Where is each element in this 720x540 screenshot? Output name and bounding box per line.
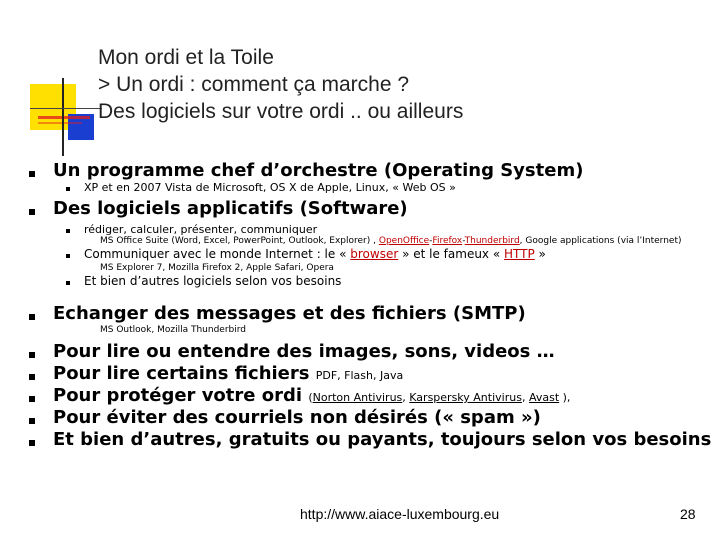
apps-heading: Des logiciels applicatifs (Software) (53, 198, 408, 219)
norton-link[interactable]: Norton Antivirus (312, 391, 403, 404)
apps-comm (84, 247, 546, 261)
apps-write-examples (100, 236, 682, 246)
protect-sep-2: , (521, 391, 529, 404)
deco-horizontal-rule (30, 108, 102, 109)
bullet-files (29, 374, 35, 380)
protect-open: ( (308, 391, 313, 404)
kaspersky-link[interactable]: Karspersky Antivirus (409, 391, 522, 404)
page-title (98, 44, 463, 125)
bullet-apps (29, 209, 35, 215)
apps-write-ex-b: , Google applications (via l’Internet) (519, 236, 682, 246)
deco-red-line (38, 116, 90, 119)
deco-red-line-2 (38, 122, 82, 124)
apps-comm-a: Communiquer avec le monde Internet : le « (84, 247, 351, 261)
protect-item (53, 385, 570, 406)
title-line-1: Mon ordi et la Toile (98, 46, 274, 69)
smtp-examples: MS Outlook, Mozilla Thunderbird (100, 325, 247, 335)
others-item: Et bien d’autres, gratuits ou payants, toujours selon vos besoins (53, 429, 712, 450)
bullet-smtp (29, 314, 35, 320)
os-examples: XP et en 2007 Vista de Microsoft, OS X de Apple, Linux, « Web OS » (84, 181, 456, 194)
page-number: 28 (680, 506, 696, 522)
bullet-apps-write (66, 229, 70, 233)
apps-more: Et bien d’autres logiciels selon vos besoins (84, 274, 342, 288)
thunderbird-link[interactable]: Thunderbird (464, 236, 520, 246)
apps-comm-examples: MS Explorer 7, Mozilla Firefox 2, Apple Safari, Opera (100, 263, 334, 273)
os-heading: Un programme chef d’orchestre (Operating System) (53, 160, 584, 181)
footer-url[interactable]: http://www.aiace-luxembourg.eu (300, 506, 500, 522)
bullet-others (29, 440, 35, 446)
title-line-3: Des logiciels sur votre ordi .. ou ailleurs (98, 100, 464, 123)
browser-link[interactable]: browser (350, 247, 399, 261)
apps-comm-c: » (534, 247, 546, 261)
firefox-link[interactable]: Firefox (432, 236, 463, 246)
title-line-2: > Un ordi : comment ça marche ? (98, 73, 410, 96)
media-item: Pour lire ou entendre des images, sons, videos … (53, 341, 555, 362)
openoffice-link[interactable]: OpenOffice (378, 236, 430, 246)
files-item-b: PDF, Flash, Java (315, 369, 404, 382)
apps-comm-b: » et le fameux « (398, 247, 504, 261)
sep-2: - (462, 236, 465, 246)
bullet-protect (29, 396, 35, 402)
bullet-spam (29, 418, 35, 424)
avast-link[interactable]: Avast (528, 391, 560, 404)
bullet-os (29, 171, 35, 177)
sep-1: - (429, 236, 433, 246)
protect-item-a: Pour protéger votre ordi (53, 385, 309, 406)
files-item-a: Pour lire certains fichiers (53, 363, 316, 384)
apps-write: rédiger, calculer, présenter, communiquer (84, 223, 318, 236)
deco-vertical-rule (62, 78, 64, 156)
bullet-media (29, 352, 35, 358)
spam-item: Pour éviter des courriels non désirés (« spam ») (53, 407, 541, 428)
bullet-os-examples (66, 187, 70, 191)
bullet-apps-more (66, 281, 70, 285)
apps-write-ex-a: MS Office Suite (Word, Excel, PowerPoint, Outlook, Explorer) , (100, 236, 379, 246)
http-link[interactable]: HTTP (504, 247, 535, 261)
files-item (53, 363, 403, 384)
protect-close: ), (559, 391, 571, 404)
smtp-heading: Echanger des messages et des fichiers (SMTP) (53, 303, 526, 324)
protect-sep-1: , (402, 391, 410, 404)
bullet-apps-comm (66, 254, 70, 258)
